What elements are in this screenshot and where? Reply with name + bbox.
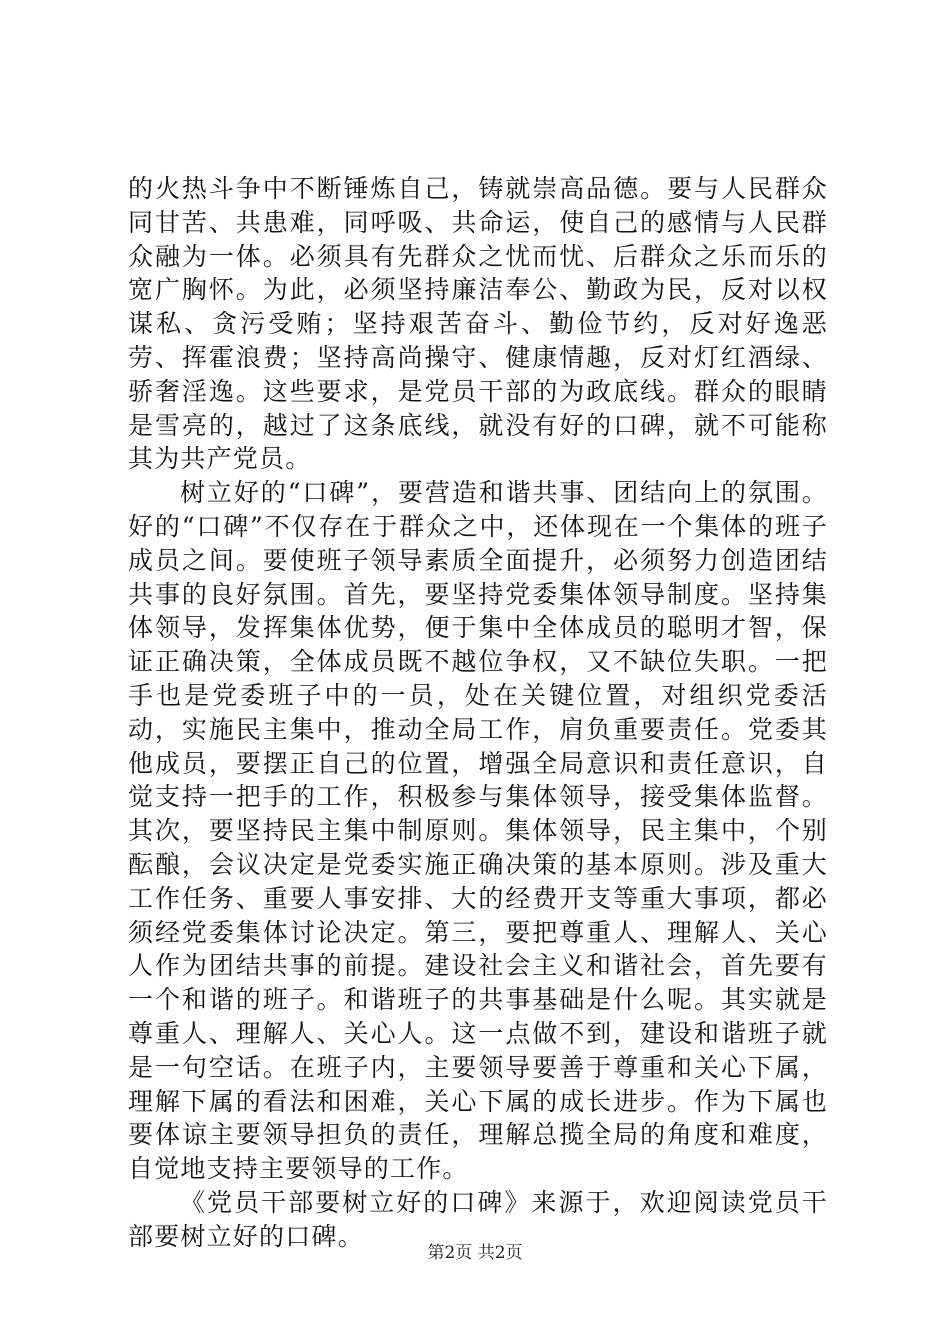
- paragraph-harmony: 树立好的“口碑”，要营造和谐共事、团结向上的氛围。好的“口碑”不仅存在于群众之中，还体现在一个集体的班子成员之间。要使班子领导素质全面提升，必须努力创造团结共事的良好氛围。首先，要坚持党委集体领导制度。坚持集体领导，发挥集体优势，便于集中全体成员的聪明才智，保证正确决策，全体成员既不越位争权，又不缺位失职。一把手也是党委班子中的一员，处在关键位置，对组织党委活动，实施民主集中，推动全局工作，肩负重要责任。党委其他成员，要摆正自己的位置，增强全局意识和责任意识，自觉支持一把手的工作，积极参与集体领导，接受集体监督。其次，要坚持民主集中制原则。集体领导，民主集中，个别酝酿，会议决定是党委实施正确决策的基本原则。涉及重大工作任务、重要人事安排、大的经费开支等重大事项，都必须经党委集体讨论决定。第三，要把尊重人、理解人、关心人作为团结共事的前提。建设社会主义和谐社会，首先要有一个和谐的班子。和谐班子的共事基础是什么呢。其实就是尊重人、理解人、关心人。这一点做不到，建设和谐班子就是一句空话。在班子内，主要领导要善于尊重和关心下属，理解下属的看法和困难，关心下属的成长进步。作为下属也要体谅主要领导担负的责任，理解总揽全局的角度和难度，自觉地支持主要领导的工作。: [128, 478, 828, 1184]
- paragraph-source-note: 《党员干部要树立好的口碑》来源于，欢迎阅读党员干部要树立好的口碑。: [128, 1187, 828, 1251]
- page-number-footer: 第2页 共2页: [427, 1243, 523, 1263]
- document-body: [128, 172, 828, 1254]
- paragraph-continuation: 的火热斗争中不断锤炼自己，铸就崇高品德。要与人民群众同甘苦、共患难，同呼吸、共命运，使自己的感情与人民群众融为一体。必须具有先群众之忧而忧、后群众之乐而乐的宽广胸怀。为此，必须坚持廉洁奉公、勤政为民，反对以权谋私、贪污受贿；坚持艰苦奋斗、勤俭节约，反对好逸恶劳、挥霍浪费；坚持高尚操守、健康情趣，反对灯红酒绿、骄奢淫逸。这些要求，是党员干部的为政底线。群众的眼睛是雪亮的，越过了这条底线，就没有好的口碑，就不可能称其为共产党员。: [128, 174, 828, 474]
